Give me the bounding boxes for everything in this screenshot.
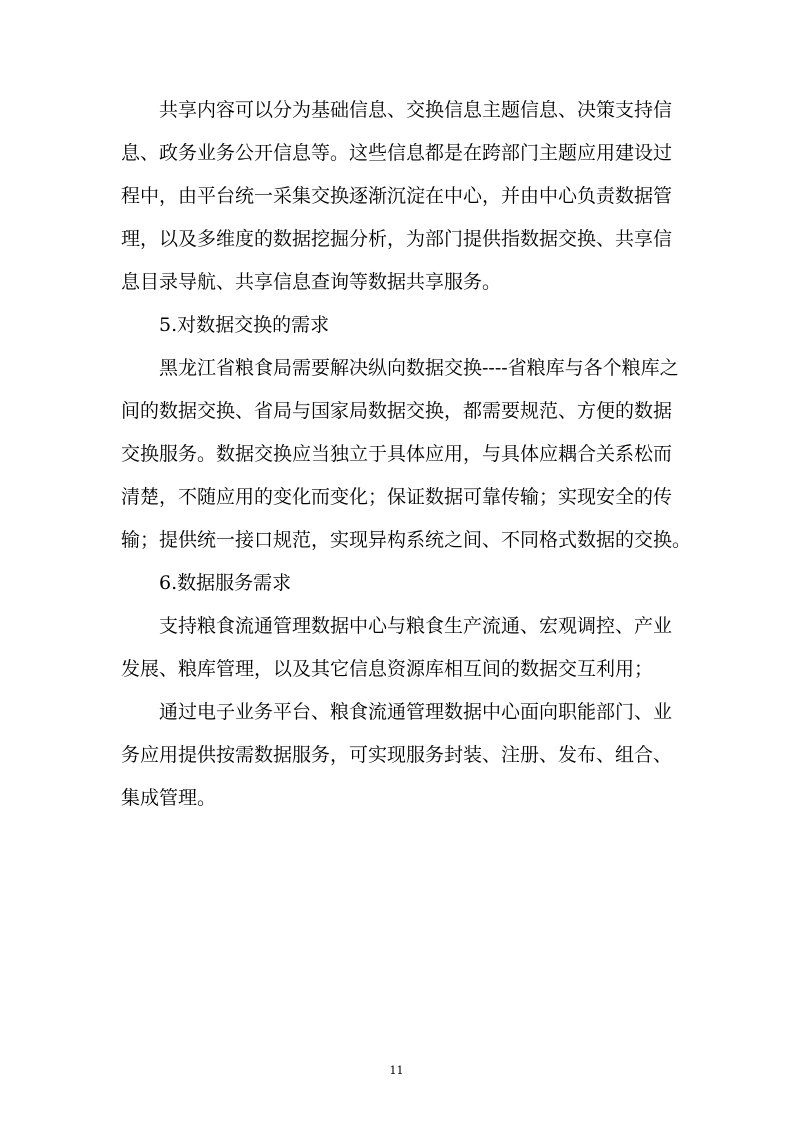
document-body [121, 96, 692, 827]
section-heading-6 [121, 569, 666, 612]
text-line: 息、政务业务公开信息等。这些信息都是在跨部门主题应用建设过 [121, 142, 673, 164]
text-line: 程中，由平台统一采集交换逐渐沉淀在中心，并由中心负责数据管 [121, 185, 673, 207]
paragraph-service-support [121, 612, 673, 698]
text-line: 交换服务。数据交换应当独立于具体应用，与具体应耦合关系松而 [121, 443, 673, 465]
text-line: 共享内容可以分为基础信息、交换信息主题信息、决策支持信 [159, 99, 673, 121]
text-line: 间的数据交换、省局与国家局数据交换，都需要规范、方便的数据 [121, 400, 673, 422]
text-line: 理，以及多维度的数据挖掘分析，为部门提供指数据交换、共享信 [121, 228, 673, 250]
section-heading-5 [121, 311, 666, 354]
paragraph-service-platform [121, 698, 673, 827]
text-line: 集成管理。 [121, 787, 217, 809]
paragraph-shared-content [121, 96, 673, 311]
page-number: 11 [389, 1064, 404, 1077]
text-line: 输；提供统一接口规范，实现异构系统之间、不同格式数据的交换。 [121, 529, 692, 551]
text-line: 清楚，不随应用的变化而变化；保证数据可靠传输；实现安全的传 [121, 486, 673, 508]
text-line: 黑龙江省粮食局需要解决纵向数据交换----省粮库与各个粮库之 [159, 357, 679, 379]
text-line: 通过电子业务平台、粮食流通管理数据中心面向职能部门、业 [159, 701, 673, 723]
text-line: 息目录导航、共享信息查询等数据共享服务。 [121, 271, 502, 293]
text-line: 务应用提供按需数据服务，可实现服务封装、注册、发布、组合、 [121, 744, 673, 766]
section-heading: 6.数据服务需求 [159, 572, 292, 594]
text-line: 支持粮食流通管理数据中心与粮食生产流通、宏观调控、产业 [159, 615, 673, 637]
paragraph-exchange-need [121, 354, 692, 569]
text-line: 发展、粮库管理，以及其它信息资源库相互间的数据交互利用； [121, 658, 654, 680]
section-heading: 5.对数据交换的需求 [159, 314, 330, 336]
